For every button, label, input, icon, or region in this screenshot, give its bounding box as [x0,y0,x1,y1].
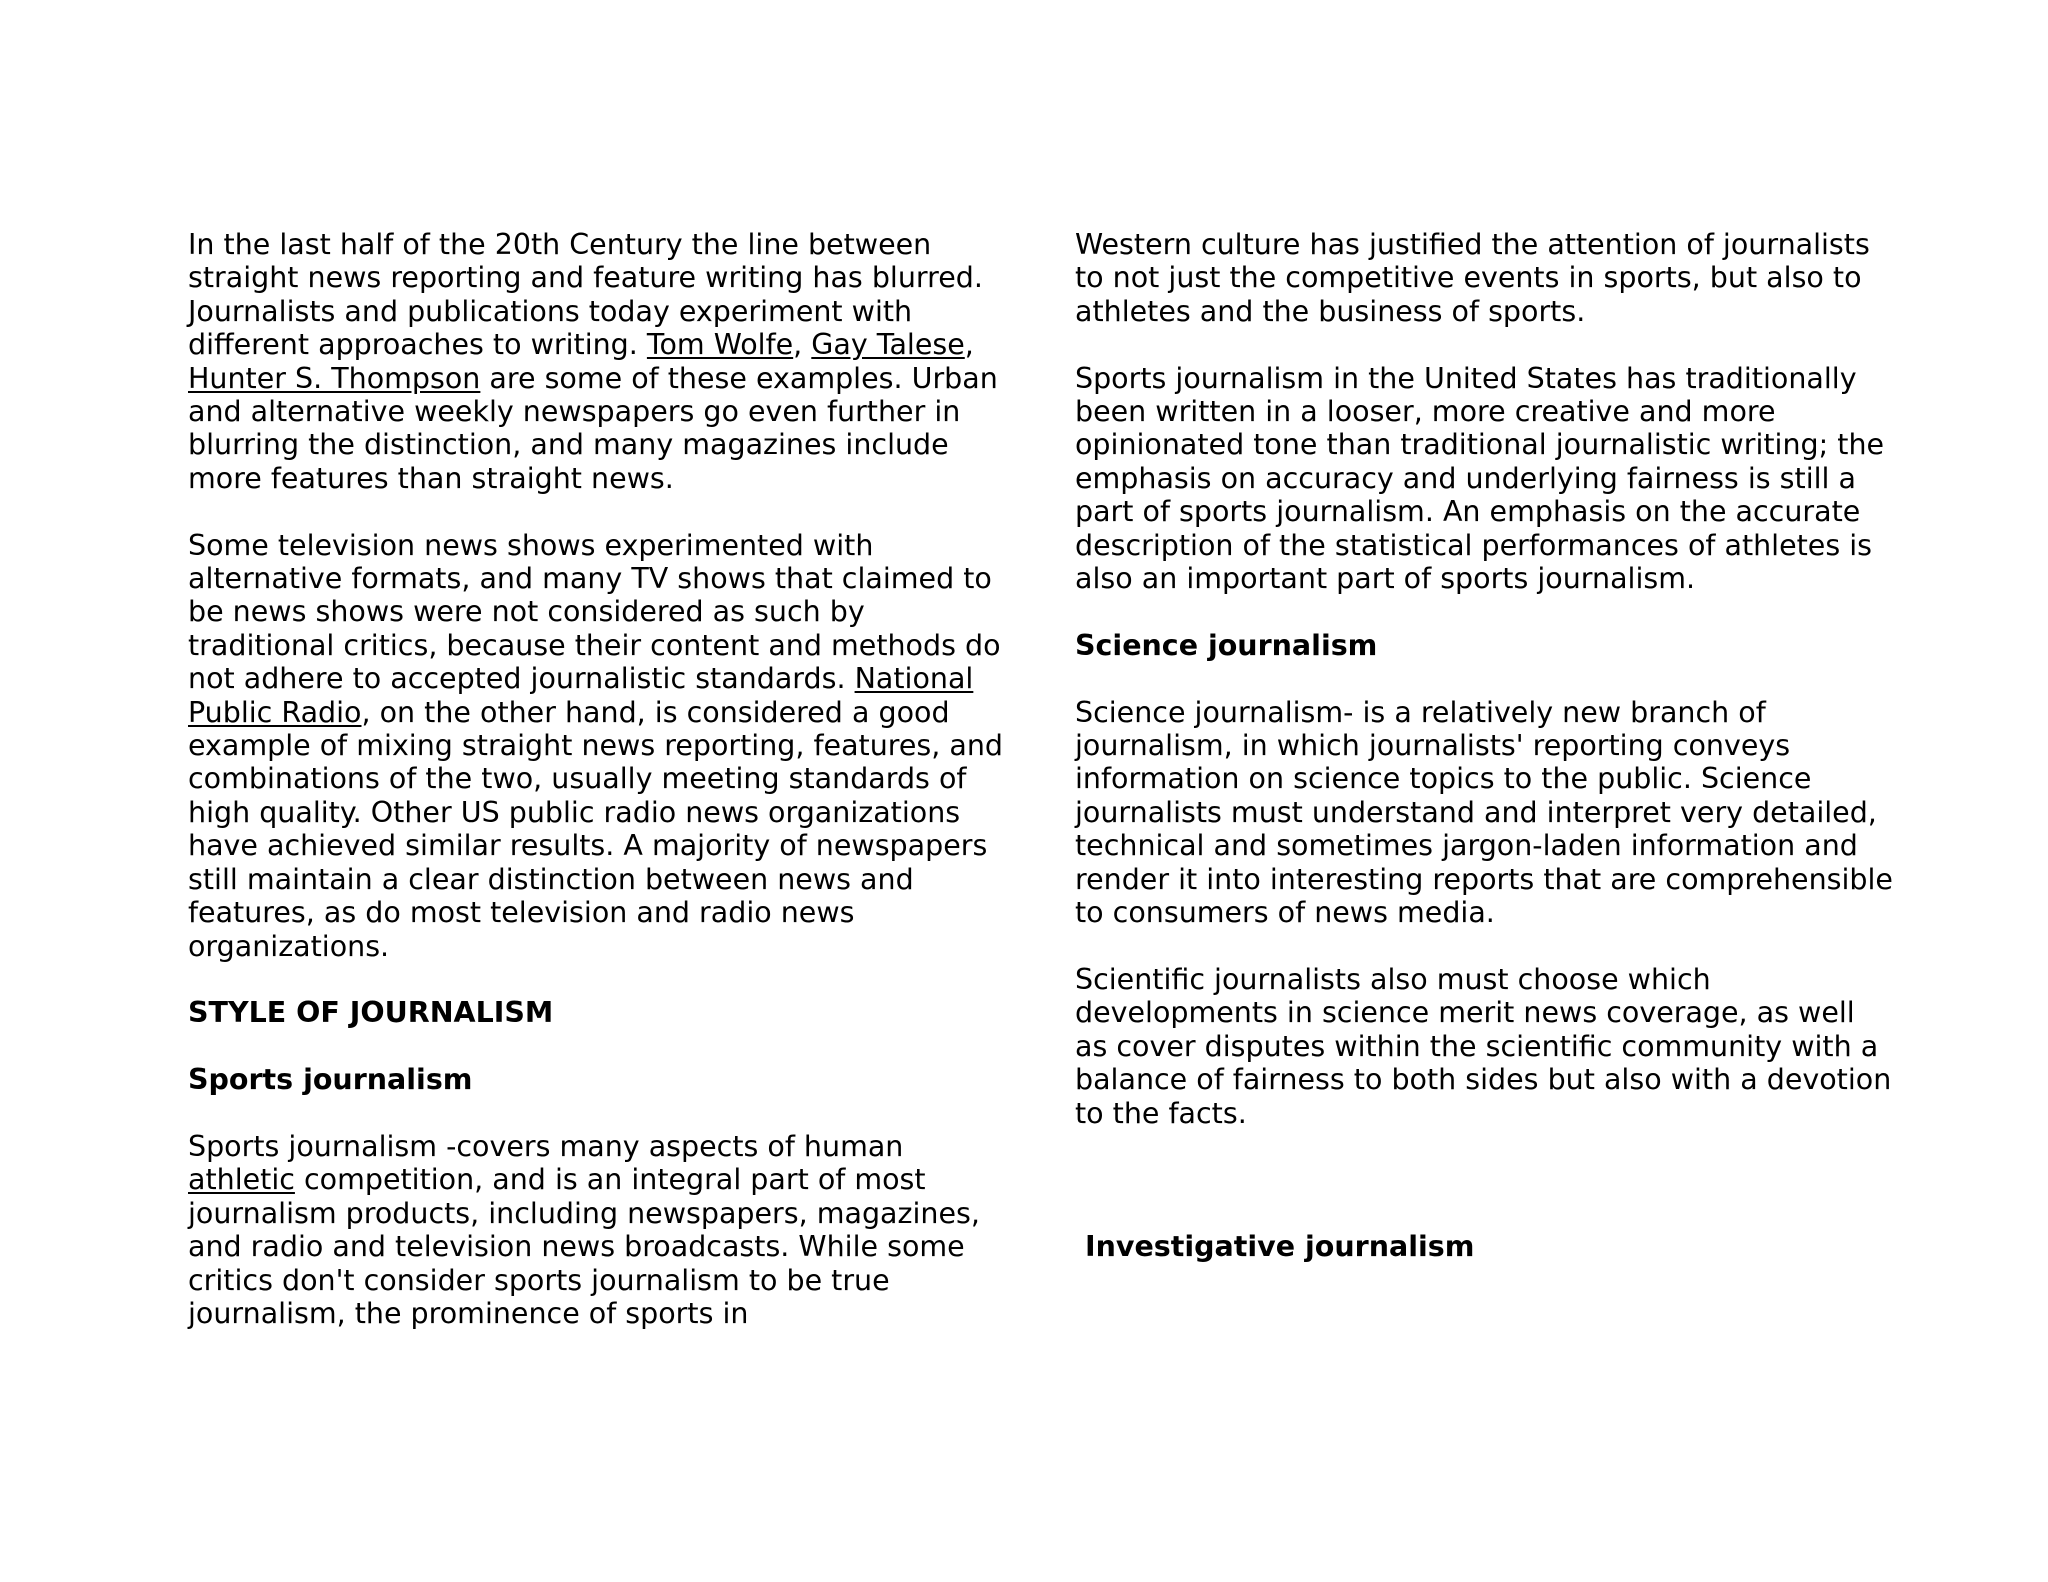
link-hunter-s-thompson[interactable]: Hunter S. Thompson [188,361,481,395]
heading-style-of-journalism: STYLE OF JOURNALISM [188,996,554,1030]
left-column [188,228,1008,1364]
heading-investigative-journalism: Investigative journalism [1085,1230,1475,1264]
paragraph-sports-western-culture: Western culture has justified the attention of journalists to not just the competitive events in sports, but also to athletes and the business of sports. [1075,228,1870,328]
paragraph-new-journalism: In the last half of the 20th Century the line between straight news reporting and feature writing has blurred. Journalists and publications today experiment with different approaches to writing. Tom Wolfe, Gay Talese, Hunter S. Thompson are some of these examples. Urban and alternative weekly newspapers go even further in blurring the distinction, and many magazines include more features than straight news. [188,228,998,495]
link-gay-talese[interactable]: Gay Talese [811,328,965,362]
link-national-public-radio[interactable]: National Public Radio [188,662,974,729]
paragraph-science-coverage: Scientific journalists also must choose which developments in science merit news coverage, as well as cover disputes within the scientific community with a balance of fairness to both sides but also with a devotion to the facts. [1075,962,1892,1130]
heading-sports-journalism: Sports journalism [188,1063,473,1097]
right-column [1075,228,1895,1297]
paragraph-television-news: Some television news shows experimented with alternative formats, and many TV shows that claimed to be news shows were not considered as such by traditional critics, because their content and methods do not adhere to accepted journalistic standards. National Public Radio, on the other hand, is considered a good example of mixing straight news reporting, features, and combinations of the two, usually meeting standards of high quality. Other US public radio news organizations have achieved similar results. A majority of newspapers still maintain a clear distinction between news and features, as do most television and radio news organizations. [188,528,1003,963]
blank-space [1075,1163,1895,1230]
paragraph-sports-journalism: Sports journalism -covers many aspects of human athletic competition, and is an integral part of most journalism products, including newspapers, magazines, and radio and television news broadcasts. While some critics don't consider sports journalism to be true journalism, the prominence of sports in [188,1129,980,1330]
link-athletic[interactable]: athletic [188,1163,295,1197]
link-tom-wolfe[interactable]: Tom Wolfe [646,328,794,362]
paragraph-sports-us-tone: Sports journalism in the United States has traditionally been written in a looser, more creative and more opinionated tone than traditional journalistic writing; the emphasis on accuracy and underlying fairness is still a part of sports journalism. An emphasis on the accurate description of the statistical performances of athletes is also an important part of sports journalism. [1075,361,1885,596]
paragraph-science-journalism: Science journalism- is a relatively new branch of journalism, in which journalists' reporting conveys information on science topics to the public. Science journalists must understand and interpret very detailed, technical and sometimes jargon-laden information and render it into interesting reports that are comprehensible to consumers of news media. [1075,695,1893,930]
heading-science-journalism: Science journalism [1075,628,1378,662]
